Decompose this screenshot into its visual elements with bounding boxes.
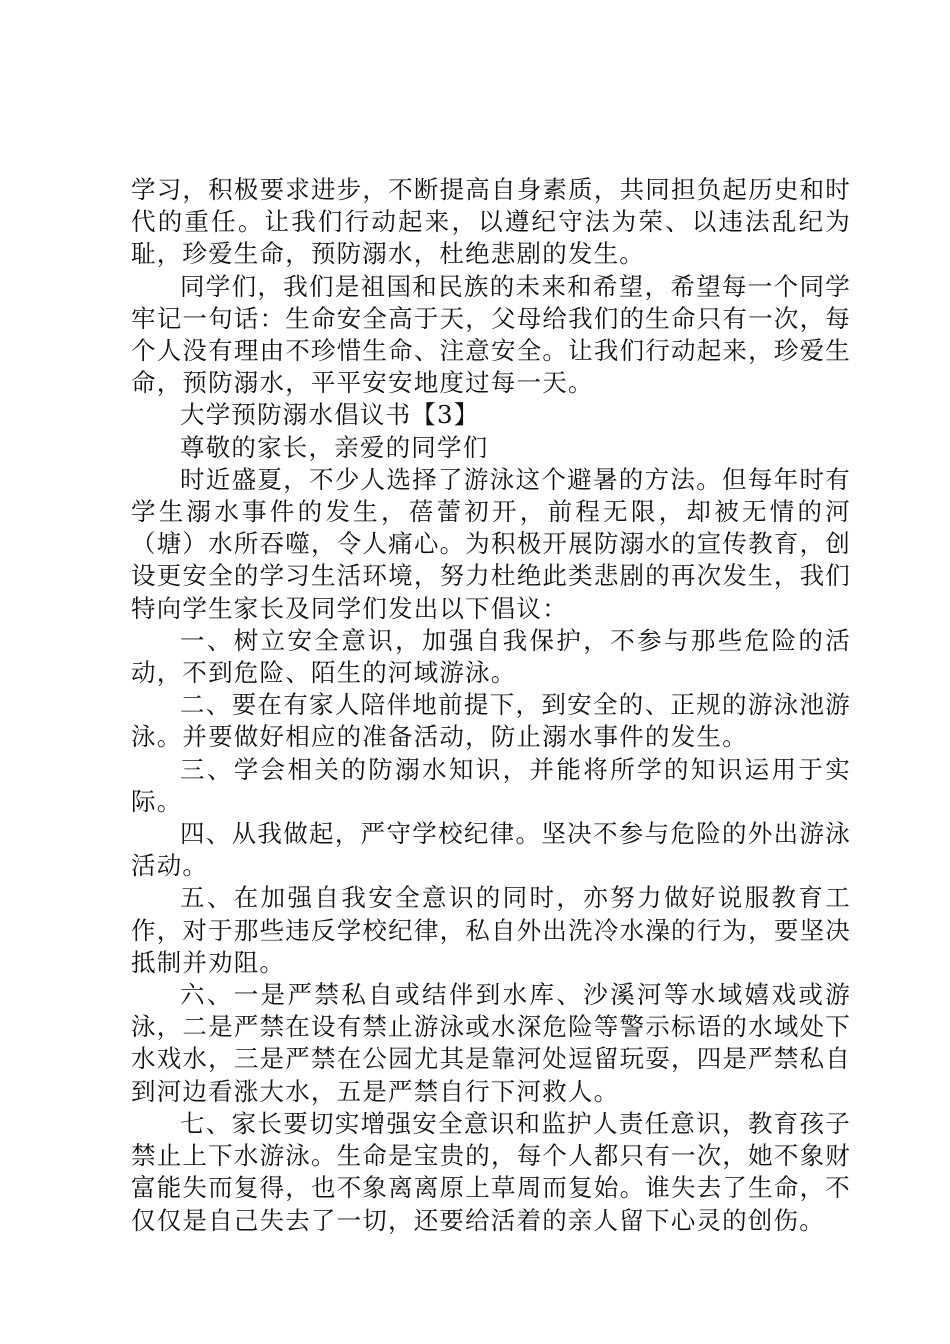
salutation: 尊敬的家长，亲爱的同学们 — [180, 432, 489, 462]
section-title: 大学预防溺水倡议书【3】 — [180, 400, 480, 430]
list-item: 三、学会相关的防溺水知识，并能将所学的知识运用于实际。 — [131, 754, 851, 816]
list-item: 四、从我做起，严守学校纪律。坚决不参与危险的外出游泳活动。 — [131, 819, 851, 881]
paragraph: 学习，积极要求进步，不断提高自身素质，共同担负起历史和时代的重任。让我们行动起来，以遵纪守法为荣、以违法乱纪为耻，珍爱生命，预防溺水，杜绝悲剧的发生。 — [131, 175, 851, 269]
paragraph: 时近盛夏，不少人选择了游泳这个避暑的方法。但每年时有学生溺水事件的发生，蓓蕾初开，前程无限，却被无情的河（塘）水所吞噬，令人痛心。为积极开展防溺水的宣传教育，创设更安全的学习生活环境，努力杜绝此类悲剧的再次发生，我们特向学生家长及同学们发出以下倡议： — [131, 464, 851, 623]
list-item: 七、家长要切实增强安全意识和监护人责任意识，教育孩子禁止上下水游泳。生命是宝贵的，每个人都只有一次，她不象财富能失而复得，也不象离离原上草周而复始。谁失去了生命，不仅仅是自己失去了一切，还要给活着的亲人留下心灵的创伤。 — [131, 1108, 851, 1235]
document-page — [131, 174, 851, 1237]
list-item: 五、在加强自我安全意识的同时，亦努力做好说服教育工作，对于那些违反学校纪律，私自外出洗冷水澡的行为，要坚决抵制并劝阻。 — [131, 883, 851, 977]
list-item: 一、树立安全意识，加强自我保护，不参与那些危险的活动，不到危险、陌生的河域游泳。 — [131, 625, 851, 688]
list-item: 六、一是严禁私自或结伴到水库、沙溪河等水域嬉戏或游泳，二是严禁在设有禁止游泳或水深危险等警示标语的水域处下水戏水，三是严禁在公园尤其是靠河处逗留玩耍，四是严禁私自到河边看涨大水，五是严禁自行下河救人。 — [131, 980, 851, 1106]
paragraph: 同学们，我们是祖国和民族的未来和希望，希望每一个同学牢记一句话：生命安全高于天，父母给我们的生命只有一次，每个人没有理由不珍惜生命、注意安全。让我们行动起来，珍爱生命，预防溺水，平平安安地度过每一天。 — [131, 271, 851, 398]
list-item: 二、要在有家人陪伴地前提下，到安全的、正规的游泳池游泳。并要做好相应的准备活动，防止溺水事件的发生。 — [131, 690, 851, 752]
